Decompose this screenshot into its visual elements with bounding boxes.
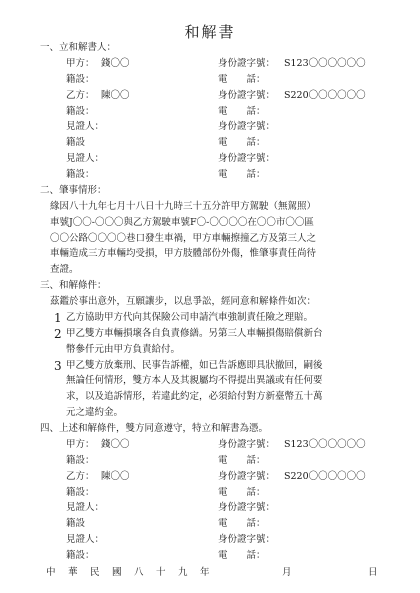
date-char: 年: [200, 567, 210, 578]
incident-line: 車輛造成三方車輛均受損，甲方肢體部份外傷，惟肇事責任尚待: [50, 248, 317, 260]
party-right-value: S220〇〇〇〇〇〇: [284, 89, 366, 101]
party-left-label: 見證人：: [66, 153, 105, 165]
condition-item: [54, 310, 314, 325]
party-right-label: 電 話：: [218, 73, 266, 85]
incident-line: 緣因八十九年七月十八日十九時三十五分許甲方駕駛（無駕照）: [50, 200, 317, 212]
date-line: [46, 565, 386, 581]
party-right-label: 身份證字號：: [218, 89, 276, 101]
party-left-label: 見證人：: [66, 534, 105, 546]
party-left-label: 籍設：: [66, 169, 95, 180]
party-left-label: 乙方：: [66, 89, 95, 101]
condition-number: 3: [54, 358, 62, 373]
party-row: [66, 57, 386, 71]
condition-line: 求，以及追訴情形，若違此約定，必須給付對方新臺幣五十萬: [66, 391, 323, 403]
condition-number: 2: [54, 326, 62, 341]
party-left-label: 見證人：: [66, 121, 105, 133]
section-4-heading: 四、上述和解條件，雙方同意遵守，特立和解書為憑。: [40, 423, 269, 434]
party-right-value: S220〇〇〇〇〇〇: [284, 470, 366, 482]
party-right-label: 身份證字號：: [218, 502, 276, 514]
party-left-value: 陳〇〇: [101, 89, 130, 101]
party-right-value: S123〇〇〇〇〇〇: [284, 438, 366, 450]
condition-line: 甲乙雙方放棄刑、民事告訴權，如已告訴應即具狀撤回，嗣後: [66, 359, 323, 371]
party-left-label: 見證人：: [66, 502, 105, 514]
date-char: 華: [68, 567, 78, 578]
party-row: [66, 152, 386, 166]
date-char: 九: [178, 567, 188, 578]
party-right-label: 身份證字號：: [218, 57, 276, 69]
date-char: 民: [90, 567, 100, 578]
party-right-label: 電 話：: [218, 105, 266, 117]
party-left-label: 籍設：: [66, 454, 95, 466]
party-right-label: 身份證字號：: [218, 153, 276, 165]
party-left-value: 錢〇〇: [101, 438, 130, 450]
party-right-label: 電 話：: [218, 550, 266, 561]
condition-line: 幣參仟元由甲方負責給付。: [66, 343, 181, 355]
party-right-label: 身份證字號：: [218, 534, 276, 546]
party-right-label: 身份證字號：: [218, 470, 276, 482]
party-row: [66, 136, 386, 150]
party-row: [66, 501, 386, 515]
party-row: [66, 549, 386, 563]
party-left-value: 陳〇〇: [101, 470, 130, 482]
condition-item: [54, 326, 323, 341]
party-row: [66, 454, 386, 468]
party-row: [66, 470, 386, 484]
party-right-value: S123〇〇〇〇〇〇: [284, 57, 366, 69]
party-row: [66, 120, 386, 134]
party-left-label: 籍設: [66, 137, 86, 149]
party-row: [66, 533, 386, 547]
document-title: 和解書: [184, 23, 236, 41]
party-left-label: 籍設：: [66, 550, 95, 561]
party-left-label: 乙方：: [66, 470, 95, 482]
party-row: [66, 89, 386, 103]
date-char: 十: [156, 567, 166, 578]
incident-line: 查證。: [50, 264, 79, 276]
party-right-label: 身份證字號：: [218, 121, 276, 133]
party-right-label: 電 話：: [218, 137, 266, 149]
conditions-intro: 茲鑑於事出意外，互願讓步，以息爭訟，經同意和解條件如次：: [50, 296, 317, 307]
party-row: [66, 486, 386, 500]
date-month: 月: [282, 567, 292, 578]
party-row: [66, 517, 386, 531]
party-left-label: 籍設：: [66, 73, 95, 85]
date-char: 中: [46, 567, 56, 578]
party-left-label: 甲方：: [66, 57, 95, 69]
party-row: [66, 73, 386, 87]
party-row: [66, 168, 386, 182]
incident-line: 〇〇公路〇〇〇〇巷口發生車禍，甲方車輛擦撞乙方及第三人之: [50, 232, 317, 244]
party-right-label: 身份證字號：: [218, 438, 276, 450]
party-left-label: 甲方：: [66, 438, 95, 450]
party-row: [66, 438, 386, 452]
party-left-label: 籍設：: [66, 486, 95, 498]
condition-line: 乙方協助甲方代向其保險公司申請汽車強制責任險之理賠。: [66, 311, 314, 323]
condition-line: 無論任何情形，雙方本人及其親屬均不得提出異議或有任何要: [66, 375, 323, 387]
condition-item: [54, 358, 323, 373]
section-3-heading: 三、和解條件：: [40, 280, 107, 292]
party-right-label: 電 話：: [218, 454, 266, 466]
date-day: 日: [368, 567, 378, 578]
section-2-heading: 二、肇事情形：: [40, 184, 107, 196]
condition-line: 元之違約金。: [66, 407, 124, 419]
party-left-label: 籍設：: [66, 105, 95, 117]
party-left-label: 籍設: [66, 518, 86, 530]
date-char: 國: [112, 567, 122, 578]
condition-number: 1: [54, 310, 62, 325]
section-1-heading: 一、立和解書人：: [40, 42, 117, 53]
party-right-label: 電 話：: [218, 169, 266, 180]
party-left-value: 錢〇〇: [101, 57, 130, 69]
date-char: 八: [134, 567, 144, 578]
party-right-label: 電 話：: [218, 486, 266, 498]
party-right-label: 電 話：: [218, 518, 266, 530]
party-row: [66, 105, 386, 119]
incident-line: 車號J〇〇-〇〇〇與乙方駕駛車號F〇-〇〇〇〇在〇〇市〇〇區: [50, 216, 314, 228]
condition-line: 甲乙雙方車輛損壞各自負責修繕。另第三人車輛損傷賠償新台: [66, 327, 323, 339]
